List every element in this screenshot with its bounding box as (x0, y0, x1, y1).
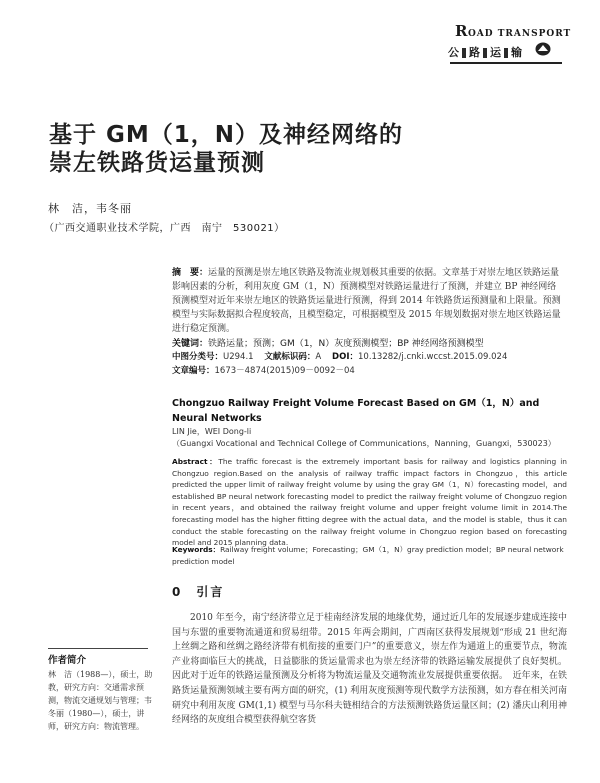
clc-value: U294.1 (223, 352, 254, 362)
authors: 林 洁，韦冬丽 (48, 202, 132, 215)
subtitle-char: 公 (448, 46, 459, 59)
article-no-label: 文章编号： (172, 366, 215, 376)
english-authors: LIN Jie，WEI Dong-li (172, 427, 252, 436)
article-meta (172, 350, 572, 378)
clc-label: 中图分类号： (172, 352, 224, 362)
english-keywords-label: Keywords： (172, 545, 221, 554)
english-abstract (172, 456, 567, 549)
english-title: Chongzuo Railway Freight Volume Forecast Based on GM（1，N）and Neural Networks (172, 398, 540, 424)
brand-rest: OAD TRANSPORT (467, 29, 572, 39)
subtitle-char: 输 (511, 46, 522, 59)
article-no-value: 1673－4874(2015)09－0092－04 (214, 366, 355, 376)
brand-initial: R (455, 22, 468, 40)
english-abstract-text: The traffic forecast is the extremely important basis for railway and logistics planning in Chongzuo region.Based on the analysis of railway traffic impact factors in Chongzuo，this article predicted the upper limit of railway freight volume by using the gray GM（1，N）forecasting model，and established BP neural network forecasting model to predict the railway freight volume of Chongzuo region in recent years，and obtained the railway freight volume and upper freight volume limit in 2014.The forecasting model has the higher fitting degree with the actual data，and the model is stable，thus it can conduct the stable forecasting on the railway freight volume in Chongzuo region based on forecasting model and 2015 planning data. (172, 457, 567, 548)
doc-code-value: A (315, 352, 322, 362)
english-affiliation: （Guangxi Vocational and Technical College of Communications，Nanning，Guangxi，530023） (172, 439, 556, 448)
footnote-rule (48, 648, 148, 649)
abstract-cn (172, 266, 562, 336)
doc-code-label: 文献标识码： (264, 352, 316, 362)
footnote-text: 林 洁（1988—），硕士，助教，研究方向：交通需求预测，物流交通规划与管理；韦冬丽（1980—），硕士，讲师，研究方向：物流管理。 (48, 670, 153, 731)
keywords-cn (172, 337, 572, 351)
english-abstract-label: Abstract： (172, 457, 219, 466)
subtitle-char: 运 (490, 46, 501, 59)
subtitle-separator (483, 48, 487, 58)
doi-label: DOI： (332, 352, 358, 362)
abstract-cn-text: 运量的预测是崇左地区铁路及物流业规划极其重要的依据。文章基于对崇左地区铁路运量影响因素的分析，利用灰度 GM（1，N）预测模型对铁路运量进行了预测，并建立 BP 神经网络预测模型对近年来崇左地区的铁路货运量进行预测，得到 2014 年铁路货运预测量和上限量。预测模型与实际数据拟合程度较高，且模型稳定，可根据模型及 2015 年规划数据对崇左地区铁路运量进行稳定预测。 (172, 268, 561, 334)
footnote-heading: 作者简介 (48, 655, 87, 666)
affiliation: （广西交通职业技术学院，广西 南宁 530021） (44, 223, 285, 234)
english-keywords-text: Railway freight volume；Forecasting；GM（1，N）gray prediction model；BP neural network prediction model (172, 545, 564, 566)
journal-logo-icon (535, 42, 551, 56)
subtitle-separator (504, 48, 508, 58)
paper-title-line-2: 崇左铁路货运量预测 (49, 150, 265, 176)
english-keywords (172, 544, 567, 567)
doi-value: 10.13282/j.cnki.wccst.2015.09.024 (358, 352, 508, 362)
header-rule (450, 62, 562, 64)
paper-title-line-1: 基于 GM（1，N）及神经网络的 (49, 122, 404, 148)
subtitle-separator (462, 48, 466, 58)
keywords-cn-text: 铁路运量；预测；GM（1，N）灰度预测模型；BP 神经网络预测模型 (208, 339, 484, 349)
abstract-cn-label: 摘 要： (172, 268, 209, 278)
section-body: 2010 年至今，南宁经济带立足于桂南经济发展的地缘优势，通过近几年的发展逐步建成连接中国与东盟的重要物流通道和贸易纽带。2015 年两会期间，广西南区获得发展规划“形成 21 世纪海上丝绸之路和丝绸之路经济带有机衔接的重要门户”的重要意义，崇左作为通道上的重要节点，物流产业将面临巨大的挑战，日益膨胀的货运量需求也为崇左经济带的铁路运输发展提供了良好契机。因此对于近年的铁路运量预测及分析将为物流运量及交通物流业发展提供重要依据。 近年来，在铁路货运量预测领域主要有两方面的研究，(1) 利用灰度预测等现代数学方法预测，如方春在相关河南研究中利用灰度 GM(1,1) 模型与马尔科夫链相结合的方法预测铁路货运量区间；(2) 潘庆山利用神经网络的灰度组合模型获得航空客货 (172, 613, 567, 726)
journal-brand (455, 22, 571, 40)
subtitle-char: 路 (469, 46, 480, 59)
journal-subtitle (448, 44, 522, 60)
section-heading: 0 引言 (172, 585, 225, 599)
keywords-cn-label: 关键词： (172, 339, 209, 349)
